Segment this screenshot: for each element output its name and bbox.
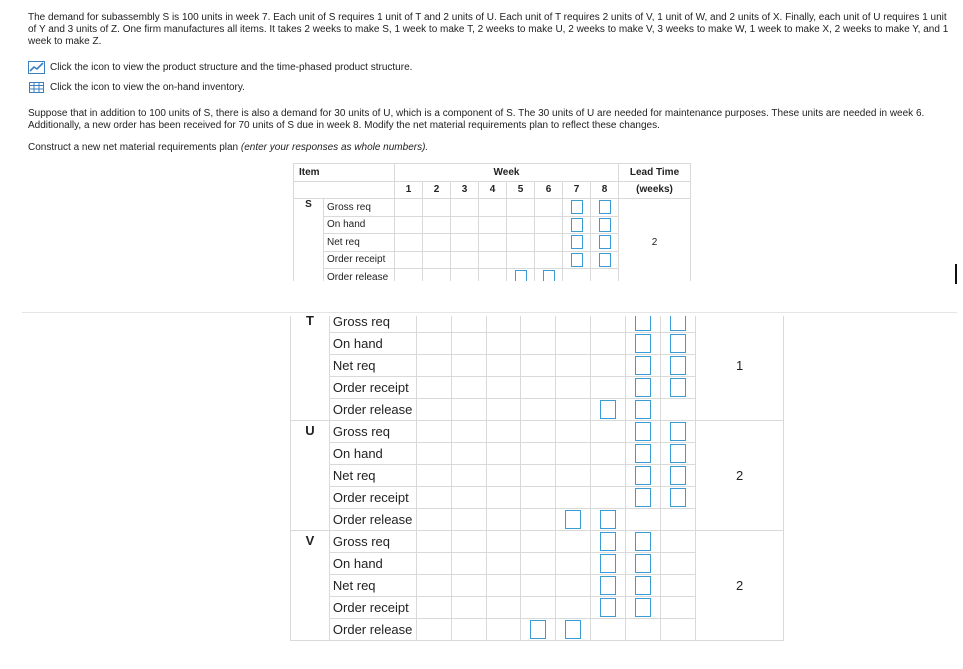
week-cell [556, 553, 591, 575]
row-label: On hand [324, 216, 395, 234]
week-cell [521, 465, 556, 487]
week-cell [451, 619, 486, 641]
answer-input[interactable] [600, 510, 616, 529]
week-cell [591, 421, 626, 443]
week-cell [507, 216, 535, 234]
week-cell [591, 199, 619, 217]
week-cell [451, 216, 479, 234]
week-cell [451, 421, 486, 443]
answer-input[interactable] [635, 316, 651, 331]
instruction-text: Construct a new net material requirements plan [28, 142, 241, 153]
answer-input[interactable] [571, 253, 583, 267]
answer-input[interactable] [530, 620, 546, 639]
answer-input[interactable] [600, 400, 616, 419]
week-cell [521, 553, 556, 575]
week-cell [591, 377, 626, 399]
week-cell [416, 316, 451, 333]
week-cell [507, 269, 535, 282]
answer-input[interactable] [635, 488, 651, 507]
week-cell [626, 377, 661, 399]
week-cell [451, 234, 479, 252]
week-cell [591, 597, 626, 619]
week-cell [521, 443, 556, 465]
week-header: Week [395, 164, 619, 182]
answer-input[interactable] [543, 270, 555, 281]
week-cell [507, 234, 535, 252]
row-label: On hand [329, 443, 416, 465]
row-label: On hand [329, 333, 416, 355]
week-number: 3 [451, 181, 479, 199]
week-cell [591, 575, 626, 597]
week-cell [416, 443, 451, 465]
week-cell [423, 269, 451, 282]
week-cell [661, 399, 696, 421]
week-cell [626, 553, 661, 575]
answer-input[interactable] [599, 218, 611, 232]
answer-input[interactable] [635, 334, 651, 353]
answer-input[interactable] [635, 554, 651, 573]
week-cell [591, 399, 626, 421]
week-cell [591, 251, 619, 269]
week-cell [556, 355, 591, 377]
week-cell [661, 316, 696, 333]
mrp-row [291, 531, 784, 553]
week-number: 2 [423, 181, 451, 199]
section-divider [22, 312, 957, 313]
row-label: Order receipt [329, 597, 416, 619]
week-number: 7 [563, 181, 591, 199]
text-cursor [955, 264, 957, 284]
week-cell [479, 234, 507, 252]
week-cell [486, 531, 521, 553]
week-cell [451, 251, 479, 269]
week-cell [486, 443, 521, 465]
row-label: Gross req [324, 199, 395, 217]
week-cell [395, 216, 423, 234]
week-cell [556, 421, 591, 443]
answer-input[interactable] [515, 270, 527, 281]
week-cell [521, 487, 556, 509]
lead-time-unit-header: (weeks) [619, 181, 691, 199]
week-number: 6 [535, 181, 563, 199]
week-cell [423, 234, 451, 252]
week-cell [556, 399, 591, 421]
week-cell [395, 199, 423, 217]
mrp-table-large [290, 316, 784, 641]
week-cell [591, 316, 626, 333]
answer-input[interactable] [565, 510, 581, 529]
week-cell [416, 487, 451, 509]
week-cell [416, 465, 451, 487]
week-cell [661, 355, 696, 377]
answer-input[interactable] [670, 422, 686, 441]
week-cell [556, 575, 591, 597]
week-cell [535, 269, 563, 282]
week-cell [591, 619, 626, 641]
week-cell [423, 199, 451, 217]
week-cell [661, 443, 696, 465]
instruction-note: (enter your responses as whole numbers). [240, 142, 429, 153]
item-header: Item [294, 164, 395, 182]
week-cell [591, 553, 626, 575]
week-number: 5 [507, 181, 535, 199]
week-number: 4 [479, 181, 507, 199]
week-cell [661, 377, 696, 399]
week-cell [521, 619, 556, 641]
on-hand-inventory-link[interactable] [28, 81, 245, 94]
week-cell [416, 531, 451, 553]
answer-input[interactable] [599, 235, 611, 249]
supplement-statement: Suppose that in addition to 100 units of S, there is also a demand for 30 units of U, which is a component of S. The 30 units of U are needed for maintenance purposes. These units are needed in week 6. Additionally, a new order has been received for 70 units of S due in week 8. Modify the net material requirements plan to reflect these changes. [28, 108, 925, 131]
mrp-row [291, 421, 784, 443]
week-cell [591, 216, 619, 234]
row-label: Gross req [329, 531, 416, 553]
week-cell [486, 399, 521, 421]
answer-input[interactable] [635, 576, 651, 595]
answer-input[interactable] [635, 356, 651, 375]
answer-input[interactable] [635, 466, 651, 485]
week-cell [451, 377, 486, 399]
week-cell [479, 216, 507, 234]
item-code: V [291, 531, 330, 641]
week-cell [521, 399, 556, 421]
week-cell [486, 487, 521, 509]
lead-time-header: Lead Time [619, 164, 691, 182]
answer-input[interactable] [600, 554, 616, 573]
week-cell [479, 269, 507, 282]
week-cell [451, 465, 486, 487]
answer-input[interactable] [635, 422, 651, 441]
problem-statement: The demand for subassembly S is 100 units in week 7. Each unit of S requires 1 unit of T and 2 units of U. Each unit of T requires 2 units of V, 1 unit of W, and 2 units of X. Finally, each unit of U requires 1 unit of Y and 3 units of Z. One firm manufactures all items. It takes 2 weeks to make S, 1 week to make T, 2 weeks to make U, 2 weeks to make V, 3 weeks to make W, 1 week to make X, 2 weeks to make Y, and 1 week to make Z. [28, 12, 949, 47]
week-cell [591, 355, 626, 377]
week-cell [626, 465, 661, 487]
answer-input[interactable] [670, 378, 686, 397]
week-cell [521, 421, 556, 443]
week-cell [556, 333, 591, 355]
week-cell [486, 421, 521, 443]
answer-input[interactable] [670, 316, 686, 331]
week-cell [451, 269, 479, 282]
week-cell [416, 377, 451, 399]
week-cell [416, 355, 451, 377]
row-label: Order release [329, 619, 416, 641]
line-chart-icon[interactable] [28, 61, 45, 74]
week-cell [563, 234, 591, 252]
week-cell [626, 619, 661, 641]
week-cell [416, 333, 451, 355]
week-cell [395, 269, 423, 282]
week-cell [486, 333, 521, 355]
row-label: Order receipt [324, 251, 395, 269]
week-cell [486, 377, 521, 399]
week-cell [661, 421, 696, 443]
answer-input[interactable] [670, 444, 686, 463]
week-cell [563, 251, 591, 269]
week-cell [451, 199, 479, 217]
week-cell [451, 597, 486, 619]
week-cell [591, 234, 619, 252]
week-cell [556, 619, 591, 641]
week-cell [416, 619, 451, 641]
week-cell [486, 509, 521, 531]
week-cell [556, 465, 591, 487]
row-label: Net req [324, 234, 395, 252]
week-cell [626, 333, 661, 355]
week-cell [416, 597, 451, 619]
week-cell [451, 487, 486, 509]
answer-input[interactable] [571, 200, 583, 214]
week-cell [479, 251, 507, 269]
product-structure-link[interactable] [28, 61, 412, 74]
item-code: S [294, 199, 324, 282]
week-cell [479, 199, 507, 217]
week-cell [556, 487, 591, 509]
week-cell [507, 251, 535, 269]
week-cell [451, 355, 486, 377]
lead-time-value: 1 [696, 316, 784, 421]
answer-input[interactable] [600, 532, 616, 551]
row-label: On hand [329, 553, 416, 575]
week-cell [451, 575, 486, 597]
week-cell [661, 509, 696, 531]
week-cell [486, 355, 521, 377]
week-cell [591, 509, 626, 531]
week-cell [535, 234, 563, 252]
week-cell [451, 333, 486, 355]
week-cell [423, 251, 451, 269]
week-cell [486, 597, 521, 619]
row-label: Order receipt [329, 377, 416, 399]
answer-input[interactable] [635, 532, 651, 551]
mrp-row [291, 316, 784, 333]
week-cell [626, 597, 661, 619]
row-label: Order release [324, 269, 395, 282]
week-cell [521, 333, 556, 355]
answer-input[interactable] [670, 488, 686, 507]
week-cell [521, 509, 556, 531]
week-cell [556, 597, 591, 619]
answer-input[interactable] [635, 378, 651, 397]
instruction [28, 142, 956, 154]
answer-input[interactable] [670, 466, 686, 485]
row-label: Order receipt [329, 487, 416, 509]
week-cell [521, 377, 556, 399]
answer-input[interactable] [670, 356, 686, 375]
week-cell [626, 421, 661, 443]
week-cell [661, 575, 696, 597]
row-label: Gross req [329, 421, 416, 443]
week-cell [563, 216, 591, 234]
week-cell [521, 597, 556, 619]
week-cell [521, 355, 556, 377]
answer-input[interactable] [635, 444, 651, 463]
week-cell [661, 597, 696, 619]
answer-input[interactable] [599, 253, 611, 267]
week-cell [416, 421, 451, 443]
row-label: Net req [329, 465, 416, 487]
week-cell [626, 443, 661, 465]
week-cell [661, 465, 696, 487]
lead-time-value: 2 [696, 531, 784, 641]
week-number: 1 [395, 181, 423, 199]
week-cell [661, 487, 696, 509]
row-label: Gross req [329, 316, 416, 333]
week-cell [451, 399, 486, 421]
answer-input[interactable] [599, 200, 611, 214]
week-cell [661, 531, 696, 553]
table-grid-icon[interactable] [28, 81, 45, 94]
week-cell [416, 553, 451, 575]
week-cell [486, 465, 521, 487]
week-cell [521, 316, 556, 333]
week-cell [423, 216, 451, 234]
mrp-row [294, 199, 691, 217]
answer-input[interactable] [600, 598, 616, 617]
mrp-table-top [293, 163, 691, 281]
week-cell [535, 199, 563, 217]
answer-input[interactable] [670, 334, 686, 353]
week-cell [661, 553, 696, 575]
week-cell [556, 531, 591, 553]
product-structure-text: Click the icon to view the product structure and the time-phased product structure. [50, 62, 413, 73]
answer-input[interactable] [571, 218, 583, 232]
lead-time-value: 2 [696, 421, 784, 531]
week-cell [451, 443, 486, 465]
week-cell [521, 575, 556, 597]
week-cell [507, 199, 535, 217]
week-cell [451, 531, 486, 553]
mrp-table-zoomed [290, 316, 784, 655]
week-cell [451, 316, 486, 333]
on-hand-inventory-text: Click the icon to view the on-hand inventory. [50, 82, 245, 93]
week-cell [556, 509, 591, 531]
week-cell [626, 509, 661, 531]
row-label: Net req [329, 355, 416, 377]
week-cell [626, 316, 661, 333]
week-cell [535, 216, 563, 234]
week-cell [591, 443, 626, 465]
week-cell [486, 316, 521, 333]
week-cell [556, 443, 591, 465]
week-cell [486, 553, 521, 575]
week-cell [591, 531, 626, 553]
week-cell [416, 509, 451, 531]
row-label: Order release [329, 399, 416, 421]
answer-input[interactable] [600, 576, 616, 595]
week-cell [563, 269, 591, 282]
week-cell [626, 355, 661, 377]
answer-input[interactable] [571, 235, 583, 249]
week-cell [591, 333, 626, 355]
row-label: Order release [329, 509, 416, 531]
week-cell [486, 619, 521, 641]
week-cell [451, 509, 486, 531]
row-label: Net req [329, 575, 416, 597]
week-cell [661, 333, 696, 355]
answer-input[interactable] [635, 400, 651, 419]
week-cell [395, 251, 423, 269]
item-code: T [291, 316, 330, 421]
week-cell [486, 575, 521, 597]
week-cell [626, 399, 661, 421]
week-number: 8 [591, 181, 619, 199]
item-code: U [291, 421, 330, 531]
week-cell [591, 465, 626, 487]
week-cell [591, 487, 626, 509]
week-cell [395, 234, 423, 252]
week-cell [563, 199, 591, 217]
mrp-table [293, 163, 691, 281]
week-cell [556, 377, 591, 399]
week-cell [416, 575, 451, 597]
week-cell [521, 531, 556, 553]
week-cell [661, 619, 696, 641]
week-cell [416, 399, 451, 421]
week-cell [626, 575, 661, 597]
week-cell [591, 269, 619, 282]
week-cell [535, 251, 563, 269]
week-cell [626, 487, 661, 509]
week-cell [451, 553, 486, 575]
answer-input[interactable] [635, 598, 651, 617]
answer-input[interactable] [565, 620, 581, 639]
week-cell [556, 316, 591, 333]
lead-time-value: 2 [619, 199, 691, 282]
week-cell [626, 531, 661, 553]
